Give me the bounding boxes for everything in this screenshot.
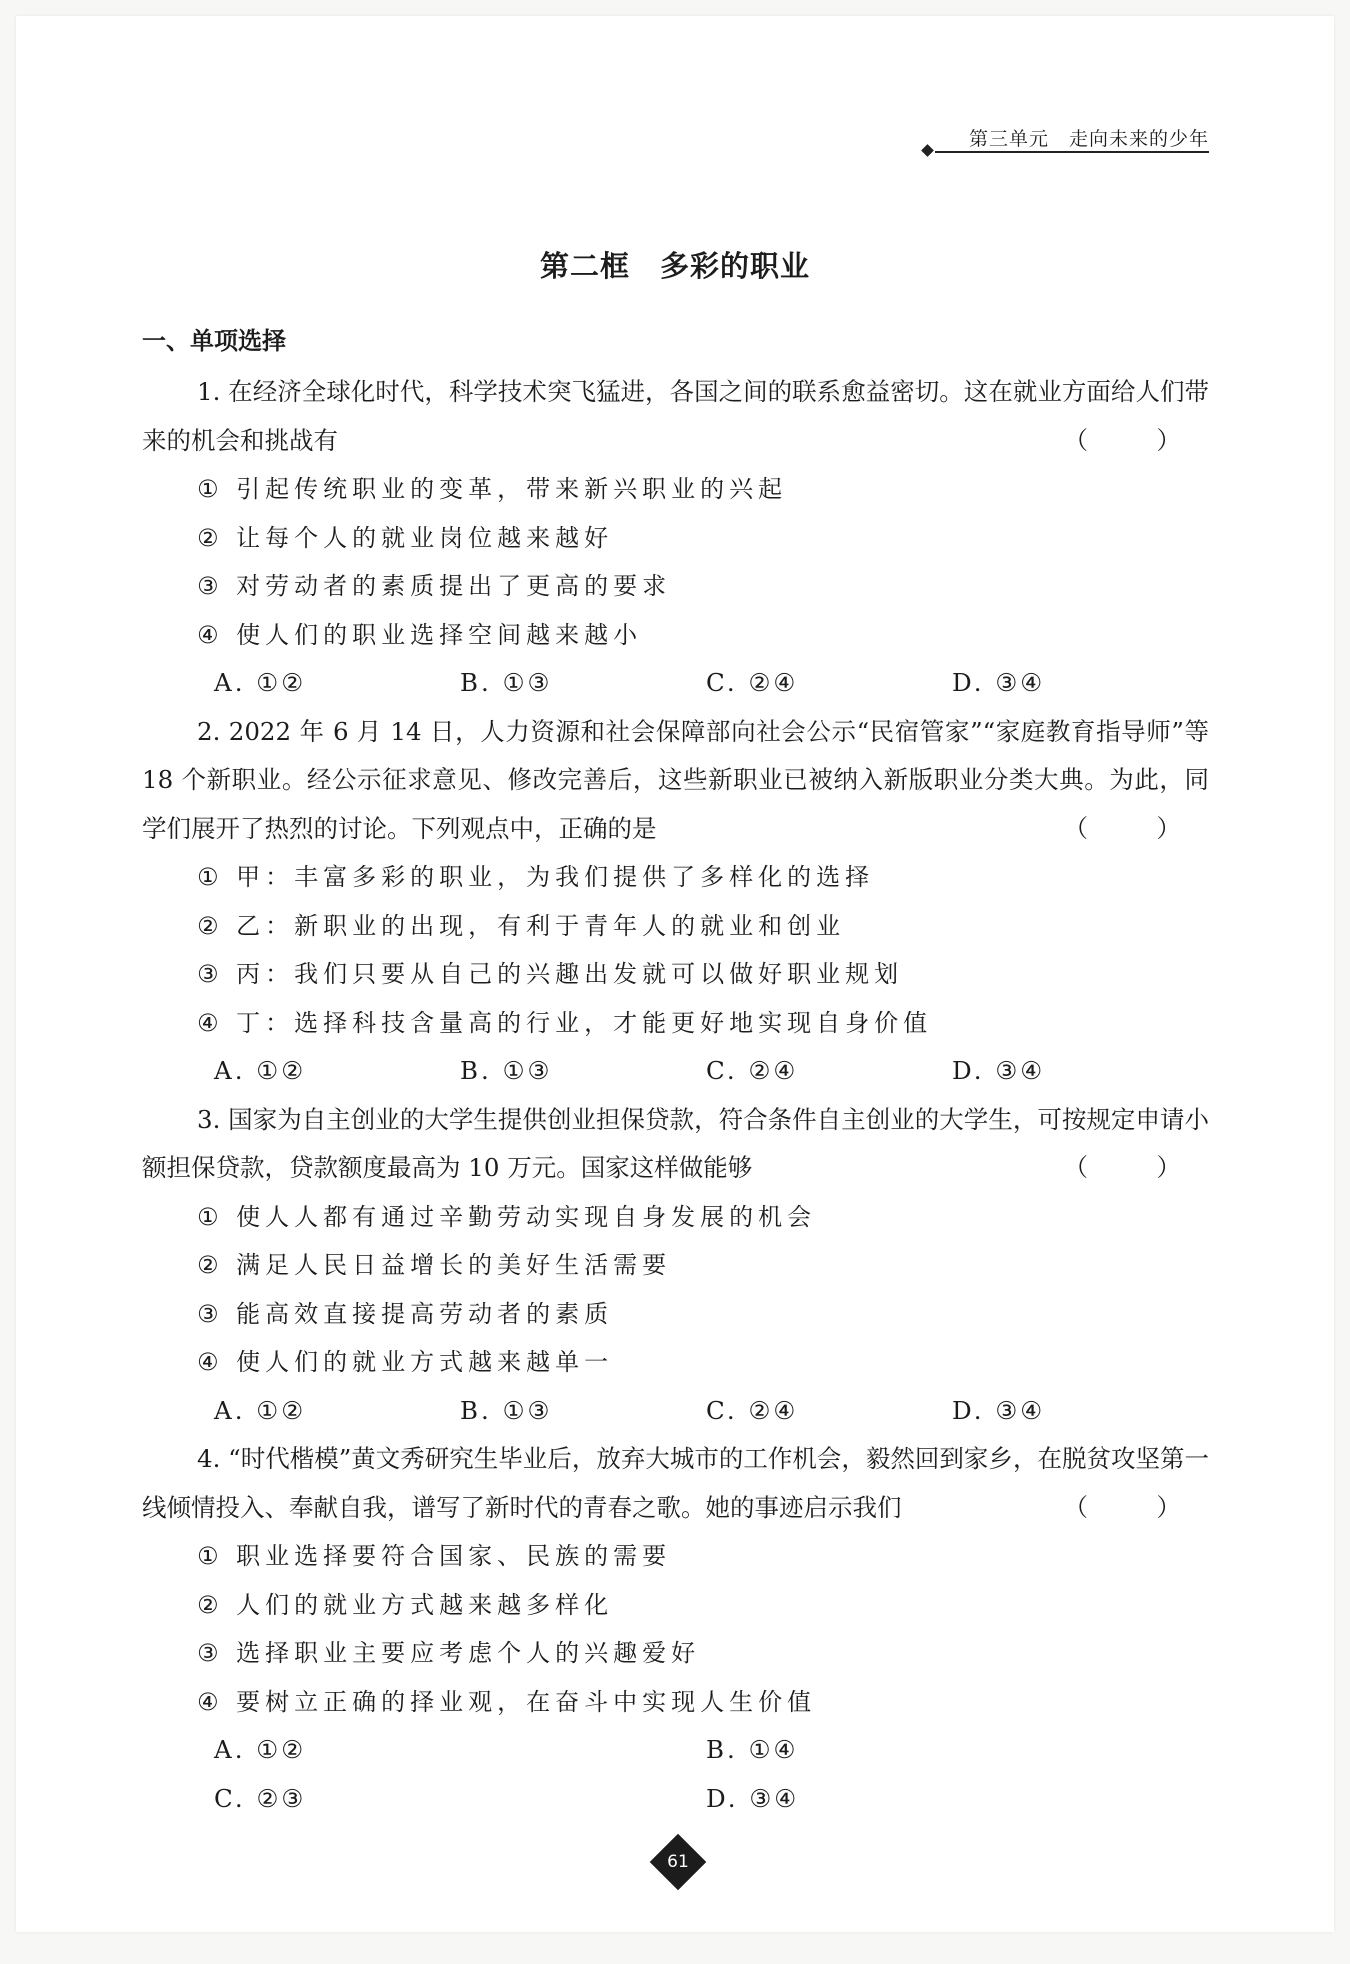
choice-d: D. ③④ bbox=[952, 668, 1046, 697]
statement-option: ③ 选择职业主要应考虑个人的兴趣爱好 bbox=[197, 1639, 701, 1667]
choice-a: A. ①② bbox=[214, 1735, 307, 1764]
statement-option: ① 职业选择要符合国家、民族的需要 bbox=[197, 1542, 672, 1570]
answer-bracket: （ ） bbox=[1063, 425, 1203, 455]
answer-bracket: （ ） bbox=[1063, 1492, 1203, 1522]
question-4 bbox=[142, 1435, 1209, 1823]
answer-choices bbox=[142, 659, 1209, 708]
choice-b: B. ①③ bbox=[460, 1395, 553, 1425]
statement-option: ④ 使人们的就业方式越来越单一 bbox=[197, 1348, 614, 1376]
page-number: 61 bbox=[667, 1852, 689, 1872]
question-1 bbox=[142, 368, 1209, 708]
statement-option: ② 人们的就业方式越来越多样化 bbox=[197, 1590, 614, 1619]
choice-b: B. ①③ bbox=[460, 1056, 553, 1085]
statement-option: ② 乙：新职业的出现，有利于青年人的就业和创业 bbox=[197, 911, 846, 940]
question-stem bbox=[142, 708, 1209, 854]
question-3 bbox=[142, 1096, 1209, 1436]
choice-d: D. ③④ bbox=[952, 1395, 1046, 1425]
choice-a: A. ①② bbox=[214, 1056, 307, 1085]
unit-title: 第三单元 走向未来的少年 bbox=[968, 128, 1209, 150]
statement-option: ② 满足人民日益增长的美好生活需要 bbox=[197, 1251, 672, 1279]
workbook-page bbox=[16, 16, 1334, 1932]
choice-c: C. ②④ bbox=[706, 1056, 799, 1085]
question-2 bbox=[142, 708, 1209, 1096]
question-text: 4. “时代楷模”黄文秀研究生毕业后，放弃大城市的工作机会，毅然回到家乡，在脱贫攻坚第一线倾情投入、奉献自我，谱写了新时代的青春之歌。她的事迹启示我们 bbox=[142, 1444, 1209, 1522]
statement-option: ④ 要树立正确的择业观，在奋斗中实现人生价值 bbox=[197, 1687, 817, 1716]
choice-d: D. ③④ bbox=[706, 1783, 800, 1813]
choice-b: B. ①④ bbox=[706, 1735, 799, 1764]
answer-choices bbox=[142, 1726, 1209, 1775]
question-stem bbox=[142, 368, 1209, 465]
choice-a: A. ①② bbox=[214, 668, 307, 697]
statement-option: ④ 使人们的职业选择空间越来越小 bbox=[197, 620, 643, 649]
answer-bracket: （ ） bbox=[1063, 1153, 1203, 1182]
choice-c: C. ②④ bbox=[706, 668, 799, 697]
diamond-bullet-icon bbox=[921, 144, 934, 157]
answer-bracket: （ ） bbox=[1063, 813, 1203, 843]
header-rule bbox=[935, 151, 1209, 153]
running-header bbox=[921, 122, 1209, 158]
statement-option: ① 使人人都有通过辛勤劳动实现自身发展的机会 bbox=[197, 1202, 817, 1231]
choice-c: C. ②④ bbox=[706, 1395, 799, 1425]
choice-c: C. ②③ bbox=[214, 1783, 307, 1813]
choice-d: D. ③④ bbox=[952, 1056, 1046, 1085]
statement-option: ① 甲：丰富多彩的职业，为我们提供了多样化的选择 bbox=[197, 863, 875, 891]
choice-b: B. ①③ bbox=[460, 668, 553, 697]
statement-option: ② 让每个人的就业岗位越来越好 bbox=[197, 523, 614, 552]
question-list bbox=[142, 368, 1209, 1823]
answer-choices bbox=[142, 1775, 1209, 1824]
question-stem bbox=[142, 1435, 1209, 1532]
section-heading: 一、单项选择 bbox=[142, 327, 286, 355]
question-stem bbox=[142, 1096, 1209, 1193]
question-text: 2. 2022 年 6 月 14 日，人力资源和社会保障部向社会公示“民宿管家”“家庭教育指导师”等 18 个新职业。经公示征求意见、修改完善后，这些新职业已被纳入新版职业分类大典。为此，同学们展开了热烈的讨论。下列观点中，正确的是 bbox=[142, 716, 1209, 843]
statement-option: ③ 丙：我们只要从自己的兴趣出发就可以做好职业规划 bbox=[197, 960, 904, 988]
choice-a: A. ①② bbox=[214, 1395, 307, 1425]
question-text: 1. 在经济全球化时代，科学技术突飞猛进，各国之间的联系愈益密切。这在就业方面给人们带来的机会和挑战有 bbox=[142, 377, 1209, 455]
answer-choices bbox=[142, 1387, 1209, 1436]
statement-option: ③ 对劳动者的素质提出了更高的要求 bbox=[197, 572, 672, 600]
lesson-title: 第二框 多彩的职业 bbox=[539, 249, 810, 283]
question-text: 3. 国家为自主创业的大学生提供创业担保贷款，符合条件自主创业的大学生，可按规定申请小额担保贷款，贷款额度最高为 10 万元。国家这样做能够 bbox=[142, 1104, 1209, 1182]
statement-option: ③ 能高效直接提高劳动者的素质 bbox=[197, 1299, 614, 1328]
answer-choices bbox=[142, 1047, 1209, 1096]
statement-option: ① 引起传统职业的变革，带来新兴职业的兴起 bbox=[197, 475, 788, 503]
statement-option: ④ 丁：选择科技含量高的行业，才能更好地实现自身价值 bbox=[197, 1008, 933, 1037]
